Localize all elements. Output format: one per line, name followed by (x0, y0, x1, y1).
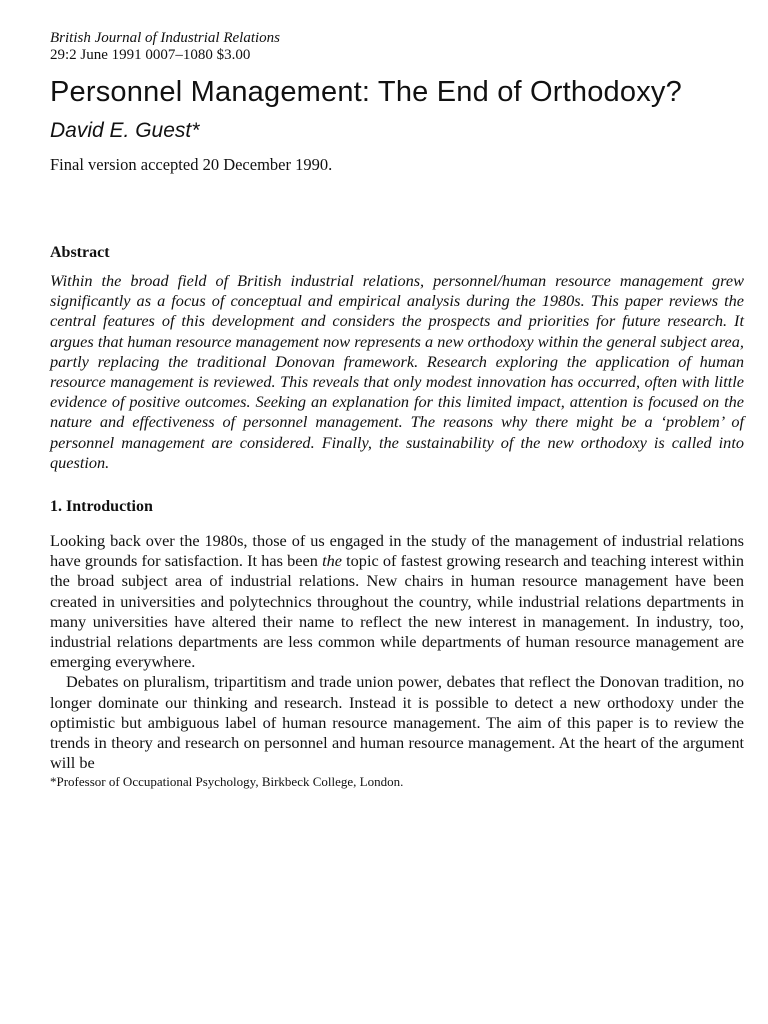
abstract-heading: Abstract (50, 244, 110, 261)
abstract-text: Within the broad field of British industrial relations, personnel/human resource management grew significantly as a focus of conceptual and empirical analysis during the 1980s. This paper reviews the central features of this development and considers the prospects and priorities for future research. It argues that human resource management now represents a new orthodoxy within the general subject area, partly replacing the traditional Donovan framework. Research exploring the application of human resource management is reviewed. This reveals that only modest innovation has occurred, often with little evidence of positive outcomes. Seeking an explanation for this limited impact, attention is focused on the nature and effectiveness of personnel management. The reasons why there might be a ‘problem’ of personnel management are considered. Finally, the sustainability of the new orthodoxy is called into question. (50, 271, 744, 472)
introduction-paragraph-2: Debates on pluralism, tripartitism and trade union power, debates that reflect the Donovan tradition, no longer dominate our thinking and research. Instead it is possible to detect a new orthodoxy under the optimistic but ambiguous label of human resource management. The aim of this paper is to review the trends in theory and research on personnel and human resource management. At the heart of the argument will be (50, 672, 744, 773)
emphasis-the: the (322, 551, 342, 571)
introduction-heading: 1. Introduction (50, 498, 153, 516)
paragraph-1-text-start: Looking back over the 1980s, those of us engaged in the study of the management of industrial relations have grounds for satisfaction. It has been (50, 531, 744, 571)
accepted-date: Final version accepted 20 December 1990. (50, 155, 333, 174)
journal-name: British Journal of Industrial Relations (50, 30, 281, 46)
article-title: Personnel Management: The End of Orthodoxy? (50, 76, 682, 108)
article-page (50, 30, 744, 790)
author-footnote: *Professor of Occupational Psychology, Birkbeck College, London. (50, 774, 404, 790)
paragraph-1-text-end: topic of fastest growing research and teaching interest within the broad subject area of industrial relations. New chairs in human resource management have been created in universities and polytechnics throughout the country, while industrial relations departments in many universities have altered their name to reflect the new interest in management. In industry, too, industrial relations departments are less common while departments of human resource management are emerging everywhere. (50, 551, 744, 672)
introduction-paragraph-1 (50, 531, 744, 672)
author-name: David E. Guest* (50, 119, 200, 142)
issue-info: 29:2 June 1991 0007–1080 $3.00 (50, 47, 251, 63)
